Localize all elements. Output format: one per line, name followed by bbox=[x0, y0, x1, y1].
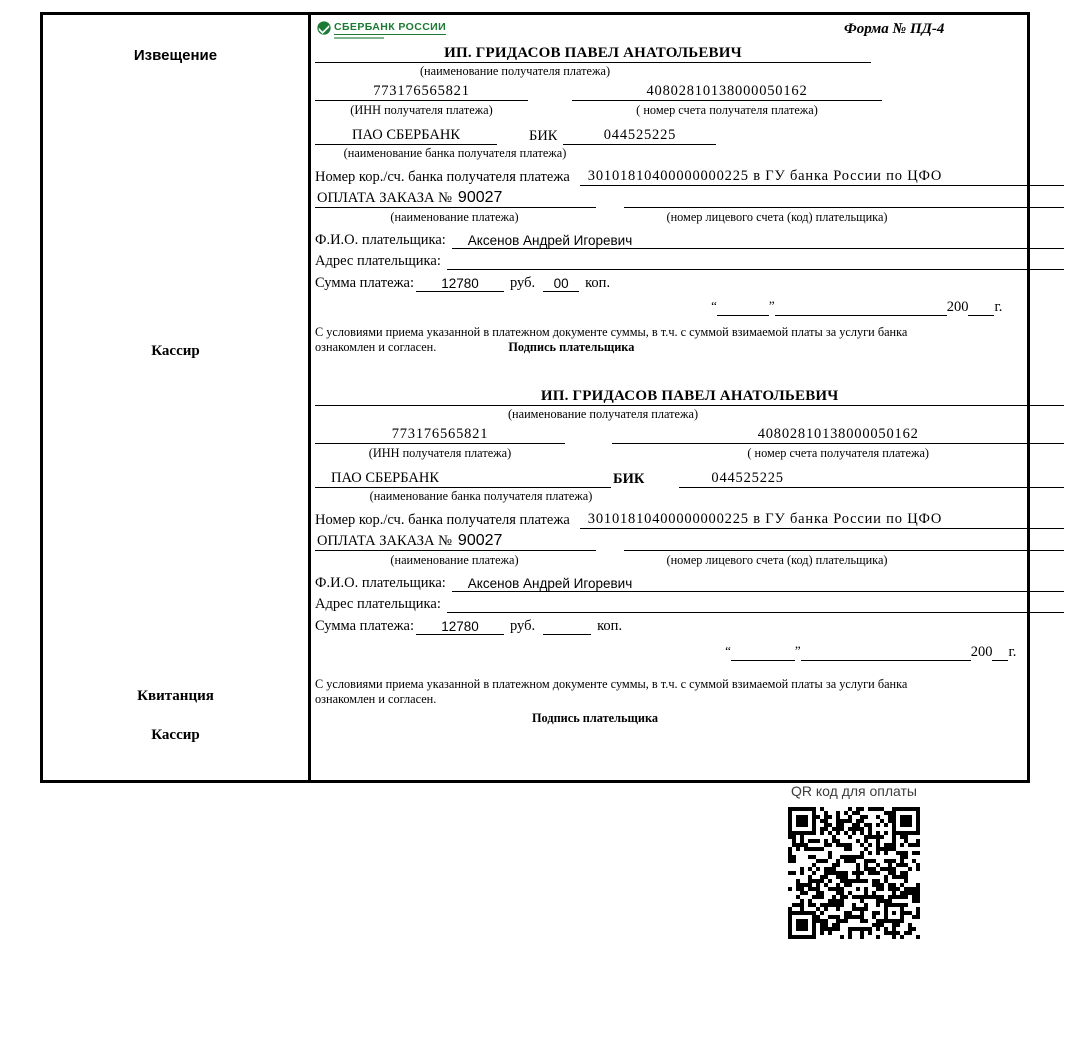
payer-address-label: Адрес плательщика: bbox=[315, 253, 441, 269]
inn-value-2: 773176565821 bbox=[315, 426, 565, 444]
payment-name-field bbox=[315, 190, 596, 208]
payment-captions-row-2 bbox=[315, 552, 1064, 568]
inn-account-row-2 bbox=[315, 426, 1064, 444]
sberbank-logo-tagline-bar bbox=[334, 37, 384, 40]
payment-order-number-2: 90027 bbox=[457, 532, 503, 549]
conditions-text bbox=[315, 325, 1064, 355]
payer-address-blank bbox=[447, 269, 1065, 270]
payment-captions-row bbox=[315, 209, 1064, 225]
payment-name-field-2 bbox=[315, 533, 596, 551]
bank-row bbox=[315, 127, 1064, 145]
kopecks-label: коп. bbox=[585, 275, 611, 291]
year-blank-2 bbox=[992, 660, 1008, 661]
sum-rubles-value: 12780 bbox=[416, 276, 504, 292]
conditions-line1-2: С условиями приема указанной в платежном документе суммы, в т.ч. с суммой взимаемой платы за услуги банка bbox=[315, 677, 908, 691]
payer-address-row bbox=[315, 253, 1064, 270]
recipient-name-2: ИП. ГРИДАСОВ ПАВЕЛ АНАТОЛЬЕВИЧ bbox=[315, 388, 1064, 406]
caption-payment-name: (наименование платежа) bbox=[390, 210, 519, 224]
payer-address-blank-2 bbox=[447, 612, 1065, 613]
sum-row bbox=[315, 275, 1064, 292]
caption-account-2: ( номер счета получателя платежа) bbox=[747, 446, 930, 460]
caption-personal-account-2: (номер лицевого счета (код) плательщика) bbox=[666, 553, 888, 567]
caption-personal-account: (номер лицевого счета (код) плательщика) bbox=[666, 210, 888, 224]
section-notice-side bbox=[43, 15, 311, 372]
account-value-2: 40802810138000050162 bbox=[612, 426, 1064, 444]
payer-name-label: Ф.И.О. плательщика: bbox=[315, 232, 446, 248]
bank-row-2 bbox=[315, 470, 1064, 488]
conditions-line2: ознакомлен и согласен. bbox=[315, 340, 437, 354]
caption-recipient-2: (наименование получателя платежа) bbox=[507, 407, 699, 421]
sberbank-logo bbox=[317, 21, 446, 39]
qr-code bbox=[788, 807, 920, 939]
inn-value: 773176565821 bbox=[315, 83, 528, 101]
payment-name-label-2: ОПЛАТА ЗАКАЗА № bbox=[317, 533, 452, 549]
account-value: 40802810138000050162 bbox=[572, 83, 882, 101]
section-receipt-side bbox=[43, 372, 311, 780]
payer-name-value: Аксенов Андрей Игоревич bbox=[452, 233, 1065, 249]
payment-name-row bbox=[315, 190, 1064, 208]
recipient-name: ИП. ГРИДАСОВ ПАВЕЛ АНАТОЛЬЕВИЧ bbox=[315, 45, 871, 63]
date-month-blank bbox=[775, 315, 947, 316]
inn-account-captions-2 bbox=[315, 445, 1064, 461]
sberbank-logo-text: СБЕРБАНК РОССИИ bbox=[334, 21, 447, 33]
corr-account-row-2 bbox=[315, 511, 1064, 529]
corr-account-value: 30101810400000000225 в ГУ банка России по ЦФО bbox=[580, 168, 1065, 186]
close-quote: ” bbox=[768, 298, 775, 313]
sum-label: Сумма платежа: bbox=[315, 275, 414, 291]
sberbank-logo-textblock bbox=[334, 21, 446, 39]
kopecks-label-2: коп. bbox=[597, 618, 623, 634]
payer-signature-label: Подпись плательщика bbox=[508, 340, 635, 354]
date-row bbox=[315, 299, 1002, 316]
corr-account-label-2: Номер кор./сч. банка получателя платежа bbox=[315, 512, 570, 528]
caption-bank-2: (наименование банка получателя платежа) bbox=[369, 489, 593, 503]
bik-label-2: БИК bbox=[613, 471, 645, 487]
bank-name-value-2: ПАО СБЕРБАНК bbox=[315, 470, 611, 488]
sum-label-2: Сумма платежа: bbox=[315, 618, 414, 634]
personal-account-blank bbox=[624, 207, 1064, 208]
corr-account-label: Номер кор./сч. банка получателя платежа bbox=[315, 169, 570, 185]
payer-name-value-2: Аксенов Андрей Игоревич bbox=[452, 576, 1065, 592]
notice-label: Извещение bbox=[133, 47, 218, 64]
cashier-label-1: Кассир bbox=[151, 343, 200, 359]
date-month-blank-2 bbox=[801, 660, 971, 661]
caption-payment-name-2: (наименование платежа) bbox=[390, 553, 519, 567]
caption-inn: (ИНН получателя платежа) bbox=[350, 103, 493, 117]
qr-label: QR код для оплаты bbox=[790, 783, 917, 799]
rubles-label: руб. bbox=[510, 275, 536, 291]
year-suffix-2: г. bbox=[1008, 644, 1017, 660]
sum-kopecks-value: 00 bbox=[543, 276, 579, 292]
bik-value: 044525225 bbox=[563, 127, 716, 145]
bank-name-value: ПАО СБЕРБАНК bbox=[315, 127, 497, 145]
caption-recipient: (наименование получателя платежа) bbox=[419, 64, 611, 78]
bik-value-2: 044525225 bbox=[679, 470, 1064, 488]
payer-name-label-2: Ф.И.О. плательщика: bbox=[315, 575, 446, 591]
bik-label: БИК bbox=[529, 128, 558, 144]
cashier-label-2: Кассир bbox=[151, 727, 200, 743]
close-quote-2: ” bbox=[794, 643, 801, 658]
year-suffix: г. bbox=[994, 299, 1003, 315]
conditions-line2-row bbox=[315, 340, 1064, 355]
personal-account-blank-2 bbox=[624, 550, 1064, 551]
sum-rubles-value-2: 12780 bbox=[416, 619, 504, 635]
open-quote: “ bbox=[711, 298, 717, 313]
sum-kopecks-value-2 bbox=[543, 634, 591, 635]
qr-section bbox=[788, 783, 920, 939]
payer-name-row bbox=[315, 232, 1064, 249]
payer-signature-label-2: Подпись плательщика bbox=[531, 711, 658, 725]
date-row-2 bbox=[315, 644, 1016, 661]
payer-address-row-2 bbox=[315, 596, 1064, 613]
caption-bank: (наименование банка получателя платежа) bbox=[343, 146, 567, 160]
sberbank-logo-icon bbox=[317, 21, 331, 35]
caption-account: ( номер счета получателя платежа) bbox=[636, 103, 818, 117]
conditions-line2-2: ознакомлен и согласен. bbox=[315, 692, 437, 706]
year-blank bbox=[968, 315, 994, 316]
caption-inn-2: (ИНН получателя платежа) bbox=[368, 446, 512, 460]
receipt-label: Квитанция bbox=[137, 688, 214, 704]
corr-account-row bbox=[315, 168, 1064, 186]
form-number-label: Форма № ПД-4 bbox=[843, 21, 945, 37]
payment-name-label: ОПЛАТА ЗАКАЗА № bbox=[317, 190, 452, 206]
payer-address-label-2: Адрес плательщика: bbox=[315, 596, 441, 612]
section-receipt-form bbox=[311, 372, 1068, 780]
date-day-blank-2 bbox=[731, 660, 795, 661]
conditions-line1: С условиями приема указанной в платежном документе суммы, в т.ч. с суммой взимаемой платы за услуги банка bbox=[315, 325, 908, 339]
pd4-form bbox=[40, 12, 1030, 783]
payment-name-row-2 bbox=[315, 533, 1064, 551]
year-prefix-2: 200 bbox=[970, 644, 993, 660]
section-notice-form bbox=[311, 15, 1068, 372]
payment-order-number: 90027 bbox=[457, 189, 503, 206]
year-prefix: 200 bbox=[946, 299, 969, 315]
payer-name-row-2 bbox=[315, 575, 1064, 592]
rubles-label-2: руб. bbox=[510, 618, 536, 634]
form-header-row bbox=[315, 21, 1064, 43]
inn-account-row bbox=[315, 83, 1064, 101]
inn-account-captions bbox=[315, 102, 1064, 118]
date-day-blank bbox=[717, 315, 769, 316]
conditions-text-2 bbox=[315, 677, 1064, 707]
corr-account-value-2: 30101810400000000225 в ГУ банка России по ЦФО bbox=[580, 511, 1065, 529]
sum-row-2 bbox=[315, 618, 1064, 635]
open-quote-2: “ bbox=[725, 643, 731, 658]
